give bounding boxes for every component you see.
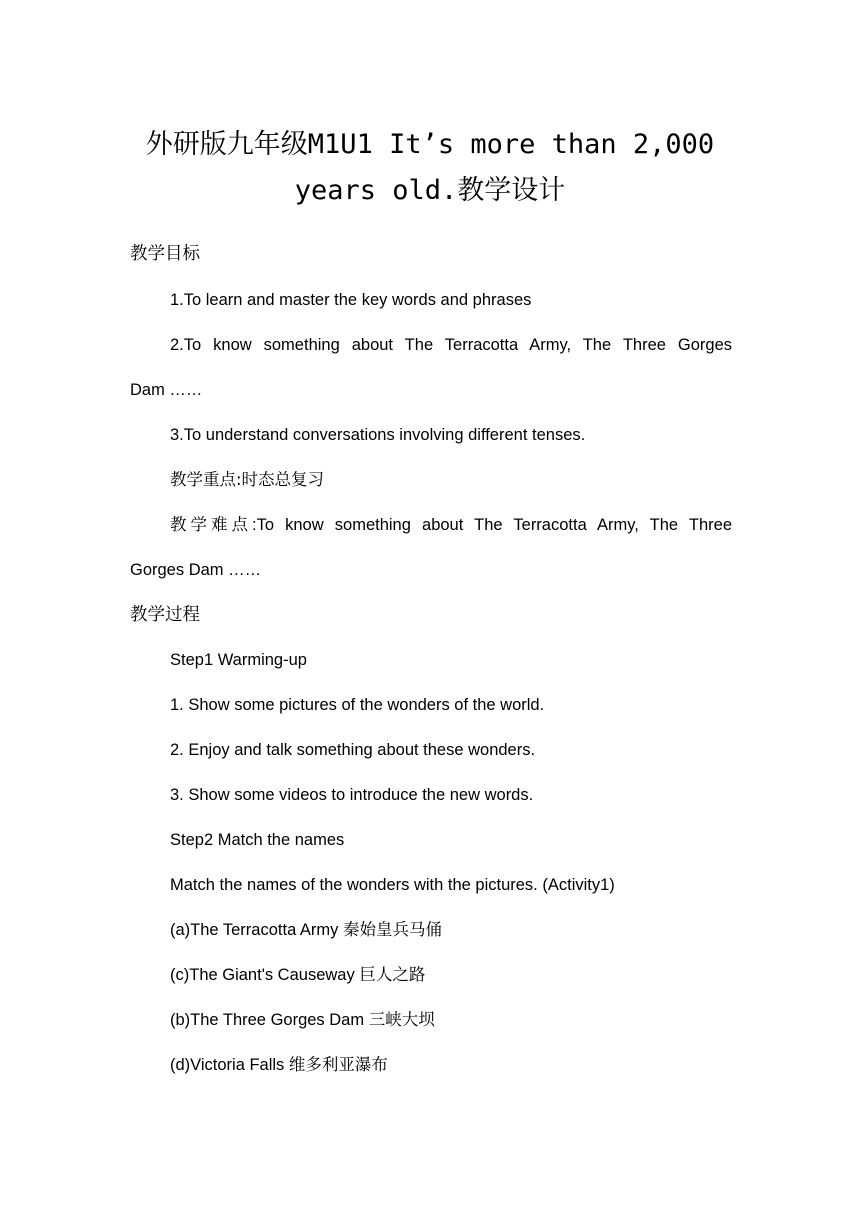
match-item-d: [170, 1054, 388, 1076]
step2-title: Step2 Match the names: [170, 831, 345, 849]
match-item-b-en: (b)The Three Gorges Dam: [170, 1011, 365, 1029]
difficult-point-label: 教学难点: [170, 515, 252, 534]
match-item-b: [170, 1009, 435, 1031]
difficult-point-text: :To know something about The Terracotta Army, The Three: [252, 516, 732, 534]
document-title-line-1: 外研版九年级M1U1 It’s more than 2,000: [145, 129, 715, 160]
match-item-d-zh: 维多利亚瀑布: [288, 1055, 388, 1074]
section-heading-process: 教学过程: [130, 605, 200, 625]
document-title-line-2: years old.教学设计: [294, 175, 566, 206]
match-item-b-zh: 三峡大坝: [368, 1010, 435, 1029]
step1-item-2: 2. Enjoy and talk something about these wonders.: [170, 741, 536, 759]
step2-instruction: Match the names of the wonders with the pictures. (Activity1): [170, 876, 615, 894]
match-item-c: [170, 964, 425, 986]
objective-2-line-1: 2.To know something about The Terracotta Army, The Three Gorges: [170, 336, 732, 354]
step1-item-3: 3. Show some videos to introduce the new words.: [170, 786, 534, 804]
key-point: 教学重点:时态总复习: [170, 470, 325, 489]
difficult-point-line-2: Gorges Dam ……: [130, 561, 262, 579]
difficult-point-line-1: [170, 514, 732, 536]
match-item-a: [170, 919, 442, 941]
match-item-d-en: (d)Victoria Falls: [170, 1056, 285, 1074]
section-heading-objectives: 教学目标: [130, 244, 200, 264]
objective-1: 1.To learn and master the key words and phrases: [170, 291, 532, 309]
match-item-c-en: (c)The Giant's Causeway: [170, 966, 355, 984]
objective-3: 3.To understand conversations involving different tenses.: [170, 426, 586, 444]
step1-title: Step1 Warming-up: [170, 651, 307, 669]
step1-item-1: 1. Show some pictures of the wonders of the world.: [170, 696, 545, 714]
match-item-a-zh: 秦始皇兵马俑: [343, 920, 443, 939]
objective-2-line-2: Dam ……: [130, 381, 203, 399]
match-item-a-en: (a)The Terracotta Army: [170, 921, 339, 939]
match-item-c-zh: 巨人之路: [359, 965, 426, 984]
